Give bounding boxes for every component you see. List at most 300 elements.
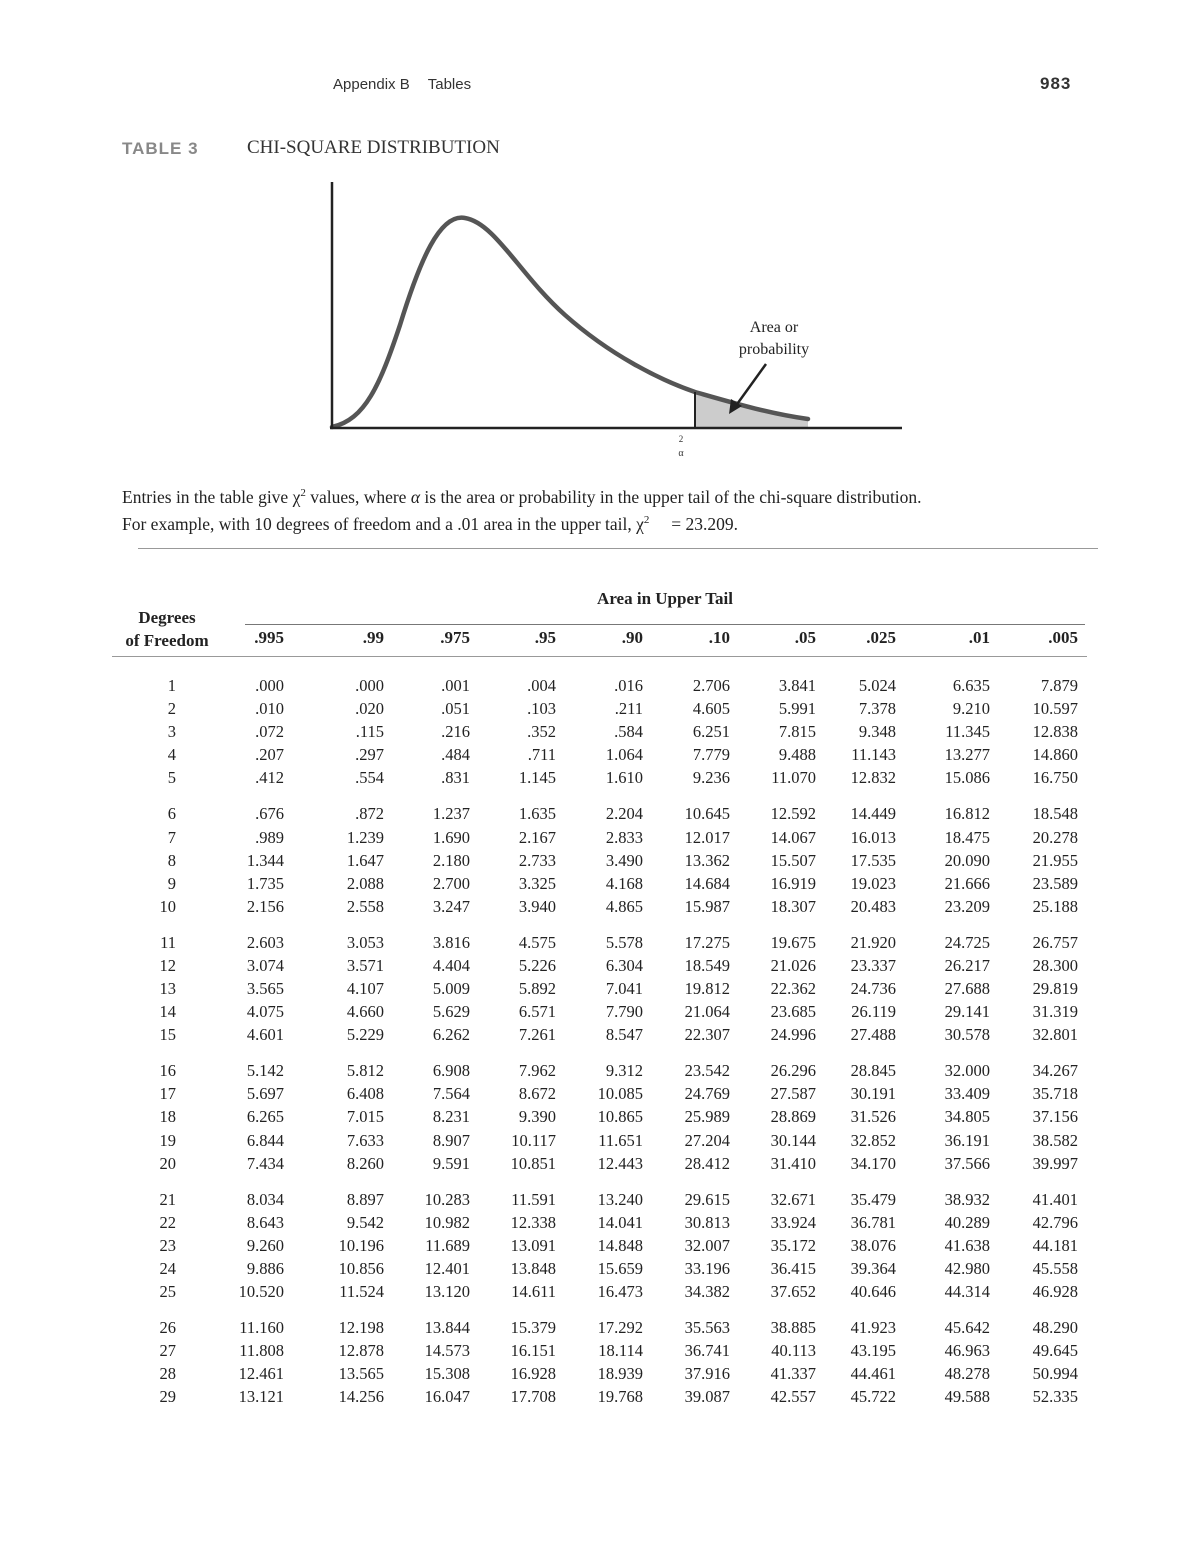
- chi-square-value-cell: 26.757: [1032, 932, 1078, 952]
- chi-square-value-cell: 12.878: [338, 1341, 384, 1361]
- chi-square-value-cell: 20.483: [850, 896, 896, 916]
- chi-square-value-cell: 10.645: [684, 804, 730, 824]
- chi-square-value-cell: 13.362: [684, 850, 730, 870]
- chi-square-value-cell: 44.181: [1032, 1235, 1078, 1255]
- degrees-of-freedom-cell: 16: [159, 1061, 176, 1081]
- chi-square-value-cell: 16.919: [770, 873, 816, 893]
- chi-square-value-cell: 11.651: [598, 1130, 643, 1150]
- chi-square-value-cell: 34.382: [684, 1282, 730, 1301]
- chi-square-value-cell: 23.337: [850, 955, 896, 975]
- chi-square-value-cell: 41.638: [944, 1235, 990, 1255]
- chi-square-value-cell: 26.296: [770, 1061, 816, 1081]
- chi-square-value-cell: 35.563: [684, 1318, 730, 1337]
- chi-square-value-cell: 3.074: [246, 955, 284, 975]
- chi-square-value-cell: .000: [255, 676, 284, 695]
- degrees-of-freedom-cell: 25: [159, 1282, 176, 1301]
- chi-square-value-cell: 5.226: [518, 955, 556, 975]
- chi-square-value-cell: .216: [441, 722, 470, 742]
- chi-square-value-cell: 7.015: [346, 1107, 384, 1127]
- chi-square-value-cell: 35.172: [770, 1235, 816, 1255]
- chi-square-value-cell: 3.490: [605, 850, 643, 870]
- table-title: CHI-SQUARE DISTRIBUTION: [247, 137, 500, 158]
- chi-square-value-cell: 42.796: [1032, 1212, 1078, 1232]
- chi-square-value-cell: 21.064: [684, 1002, 730, 1022]
- chi-square-value-cell: .000: [355, 676, 384, 695]
- chi-square-value-cell: 28.845: [850, 1061, 896, 1081]
- chi-square-value-cell: 37.566: [944, 1153, 990, 1173]
- chi-square-value-cell: 14.611: [511, 1282, 556, 1301]
- chi-square-value-cell: 18.114: [598, 1341, 643, 1361]
- chi-square-value-cell: 9.236: [692, 768, 730, 788]
- chi-square-value-cell: 23.589: [1032, 873, 1078, 893]
- column-header: .90: [621, 628, 643, 647]
- chi-square-value-cell: 40.646: [850, 1282, 896, 1301]
- chi-square-value-cell: .872: [355, 804, 384, 824]
- chi-square-value-cell: 17.292: [597, 1318, 643, 1337]
- chi-square-value-cell: 23.542: [684, 1061, 730, 1081]
- chi-square-value-cell: 7.434: [246, 1153, 284, 1173]
- chi-square-value-cell: 2.167: [518, 827, 556, 847]
- chi-square-value-cell: 7.564: [432, 1084, 470, 1104]
- chi-square-value-cell: 2.833: [605, 827, 643, 847]
- chi-square-value-cell: 4.575: [518, 932, 556, 952]
- chi-square-value-cell: 41.337: [770, 1364, 816, 1384]
- chi-square-value-cell: .004: [527, 676, 556, 695]
- chi-square-value-cell: .412: [255, 768, 284, 788]
- chi-square-value-cell: 5.629: [432, 1002, 470, 1022]
- chi-square-value-cell: 30.578: [944, 1025, 990, 1045]
- chi-square-value-cell: 10.856: [338, 1258, 384, 1278]
- chi-square-value-cell: 5.142: [246, 1061, 284, 1081]
- chi-square-value-cell: 32.801: [1032, 1025, 1078, 1045]
- chi-square-value-cell: 40.289: [944, 1212, 990, 1232]
- chi-square-value-cell: .103: [527, 699, 556, 719]
- chi-square-value-cell: 10.117: [511, 1130, 556, 1150]
- chi-square-value-cell: 1.239: [346, 827, 384, 847]
- chi-square-value-cell: 40.113: [771, 1341, 816, 1361]
- chi-square-value-cell: 23.685: [770, 1002, 816, 1022]
- chi-square-value-cell: 11.070: [771, 768, 816, 788]
- chi-square-value-cell: .584: [614, 722, 643, 742]
- degrees-of-freedom-cell: 20: [159, 1153, 176, 1173]
- callout-line-1: Area or: [749, 319, 799, 336]
- chi-square-value-cell: 9.390: [518, 1107, 556, 1127]
- chi-square-value-cell: 44.314: [944, 1282, 990, 1301]
- chi-square-value-cell: 19.768: [597, 1387, 643, 1407]
- chi-square-value-cell: 1.690: [432, 827, 470, 847]
- chi-square-value-cell: 9.488: [778, 745, 816, 765]
- chi-square-value-cell: 14.848: [597, 1235, 643, 1255]
- column-header: .025: [866, 628, 896, 647]
- chi-square-value-cell: 2.088: [346, 873, 384, 893]
- chi-square-value-cell: 11.524: [339, 1282, 384, 1301]
- chi-square-value-cell: 32.007: [684, 1235, 730, 1255]
- chi-square-value-cell: 48.278: [944, 1364, 990, 1384]
- chi-square-value-cell: .554: [355, 768, 384, 788]
- chi-square-value-cell: 4.404: [432, 955, 470, 975]
- chi-square-value-cell: 8.034: [246, 1189, 284, 1209]
- chi-square-value-cell: 13.848: [510, 1258, 556, 1278]
- degrees-of-freedom-cell: 26: [159, 1318, 176, 1337]
- degrees-of-freedom-cell: 13: [159, 979, 176, 998]
- chi-square-value-cell: 27.204: [684, 1130, 730, 1150]
- chi-square-value-cell: 21.026: [770, 955, 816, 975]
- chi-square-value-cell: 2.180: [432, 850, 470, 870]
- chi-square-value-cell: 2.706: [692, 676, 730, 695]
- chi-square-value-cell: 6.304: [605, 955, 643, 975]
- chi-square-value-cell: 11.808: [239, 1341, 284, 1361]
- chi-square-value-cell: 10.597: [1032, 699, 1078, 719]
- chi-square-value-cell: .072: [255, 722, 284, 742]
- chi-square-value-cell: 17.708: [510, 1387, 556, 1407]
- chi-square-value-cell: 5.578: [605, 932, 643, 952]
- chi-square-value-cell: 3.247: [432, 896, 470, 916]
- chi-square-value-cell: 13.277: [944, 745, 990, 765]
- chi-square-value-cell: 26.119: [851, 1002, 896, 1022]
- chi-square-value-cell: 33.924: [770, 1212, 816, 1232]
- chi-square-value-cell: 3.571: [346, 955, 384, 975]
- chi-square-value-cell: 7.041: [605, 979, 643, 998]
- column-header: .95: [534, 628, 556, 647]
- chi-square-value-cell: .352: [527, 722, 556, 742]
- chi-square-value-cell: .711: [527, 745, 556, 765]
- chi-square-value-cell: 24.736: [850, 979, 896, 998]
- chi-square-value-cell: 13.120: [424, 1282, 470, 1301]
- chi-square-value-cell: 37.156: [1032, 1107, 1078, 1127]
- page-number: 983: [1040, 74, 1072, 93]
- chi-square-value-cell: 1.735: [246, 873, 284, 893]
- chi-square-value-cell: 20.278: [1032, 827, 1078, 847]
- chi-square-value-cell: 21.666: [944, 873, 990, 893]
- running-head-appendix: Appendix B: [333, 76, 410, 93]
- chi-square-value-cell: 44.461: [850, 1364, 896, 1384]
- chi-square-value-cell: 12.832: [850, 768, 896, 788]
- chi-square-value-cell: .020: [355, 699, 384, 719]
- column-header: .975: [440, 628, 470, 647]
- chi-square-value-cell: 7.962: [518, 1061, 556, 1081]
- chi-square-value-cell: 4.107: [346, 979, 384, 998]
- degrees-of-freedom-cell: 7: [167, 827, 176, 847]
- chi-square-value-cell: 29.615: [684, 1189, 730, 1209]
- chi-square-value-cell: .676: [255, 804, 284, 824]
- chi-square-value-cell: 2.603: [246, 932, 284, 952]
- chi-square-value-cell: 50.994: [1032, 1364, 1078, 1384]
- chi-square-value-cell: 14.449: [850, 804, 896, 824]
- chi-square-value-cell: 13.121: [238, 1387, 284, 1407]
- chi-square-value-cell: 5.024: [858, 676, 896, 695]
- chi-square-value-cell: .001: [441, 676, 470, 695]
- critical-value-alpha: α: [678, 448, 684, 459]
- degrees-of-freedom-cell: 15: [159, 1025, 176, 1045]
- chi-square-value-cell: 10.283: [424, 1189, 470, 1209]
- chi-square-value-cell: 28.300: [1032, 955, 1078, 975]
- chi-square-value-cell: 10.196: [338, 1235, 384, 1255]
- chi-square-value-cell: 24.769: [684, 1084, 730, 1104]
- chi-square-value-cell: 3.940: [518, 896, 556, 916]
- column-header: .005: [1048, 628, 1078, 647]
- degrees-of-freedom-cell: 28: [159, 1364, 176, 1384]
- chi-square-value-cell: 1.064: [605, 745, 643, 765]
- chi-square-value-cell: 32.852: [850, 1130, 896, 1150]
- chi-square-value-cell: 18.307: [770, 896, 816, 916]
- degrees-of-freedom-cell: 22: [159, 1212, 176, 1232]
- degrees-of-freedom-cell: 5: [167, 768, 176, 788]
- chi-square-value-cell: 16.812: [944, 804, 990, 824]
- chi-square-value-cell: 38.582: [1032, 1130, 1078, 1150]
- chi-square-value-cell: 23.209: [944, 896, 990, 916]
- chi-square-value-cell: 36.741: [684, 1341, 730, 1361]
- chi-square-value-cell: 38.932: [944, 1189, 990, 1209]
- chi-square-value-cell: 52.335: [1032, 1387, 1078, 1407]
- chi-square-value-cell: 5.812: [346, 1061, 384, 1081]
- degrees-of-freedom-cell: 14: [159, 1002, 176, 1022]
- chi-square-value-cell: 3.325: [518, 873, 556, 893]
- chi-square-value-cell: 41.401: [1032, 1189, 1078, 1209]
- chi-square-value-cell: 12.592: [770, 804, 816, 824]
- chi-square-value-cell: 6.262: [432, 1025, 470, 1045]
- degrees-of-freedom-header: Degrees of Freedom: [125, 608, 209, 650]
- chi-square-value-cell: 45.558: [1032, 1258, 1078, 1278]
- degrees-of-freedom-cell: 23: [159, 1235, 176, 1255]
- chi-square-value-cell: 29.819: [1032, 979, 1078, 998]
- chi-square-value-cell: 9.312: [605, 1061, 643, 1081]
- chi-square-value-cell: 13.844: [424, 1318, 470, 1337]
- degrees-of-freedom-cell: 1: [167, 676, 176, 695]
- chi-square-value-cell: 7.633: [346, 1130, 384, 1150]
- chi-square-value-cell: 38.076: [850, 1235, 896, 1255]
- chi-square-value-cell: 17.535: [850, 850, 896, 870]
- chi-square-value-cell: 14.041: [597, 1212, 643, 1232]
- chi-square-value-cell: 49.645: [1032, 1341, 1078, 1361]
- chi-square-value-cell: 7.879: [1040, 676, 1078, 695]
- chi-square-value-cell: 30.813: [684, 1212, 730, 1232]
- running-head-section: Tables: [427, 76, 472, 93]
- chi-square-value-cell: 1.344: [246, 850, 284, 870]
- chi-square-value-cell: 31.410: [770, 1153, 816, 1173]
- degrees-of-freedom-cell: 12: [159, 955, 176, 975]
- chi-square-value-cell: 9.542: [346, 1212, 384, 1232]
- chi-square-value-cell: 32.000: [944, 1061, 990, 1081]
- degrees-of-freedom-cell: 3: [167, 722, 176, 742]
- chi-square-value-cell: .051: [441, 699, 470, 719]
- chi-square-value-cell: 18.549: [684, 955, 730, 975]
- chi-square-value-cell: 28.412: [684, 1153, 730, 1173]
- chi-square-value-cell: 1.635: [518, 804, 556, 824]
- degrees-of-freedom-cell: 27: [159, 1341, 176, 1361]
- chi-square-value-cell: 9.886: [246, 1258, 284, 1278]
- chi-square-value-cell: 2.733: [518, 850, 556, 870]
- degrees-of-freedom-cell: 29: [159, 1387, 176, 1407]
- chi-square-value-cell: 4.075: [246, 1002, 284, 1022]
- critical-value-superscript: 2: [678, 434, 684, 444]
- chi-square-value-cell: 36.781: [850, 1212, 896, 1232]
- chi-square-value-cell: 41.923: [850, 1318, 896, 1337]
- chi-square-value-cell: 37.916: [684, 1364, 730, 1384]
- chi-square-value-cell: 8.547: [605, 1025, 643, 1045]
- chi-square-value-cell: 11.591: [511, 1189, 556, 1209]
- chi-square-value-cell: 11.160: [239, 1318, 284, 1337]
- chi-square-value-cell: 35.479: [850, 1189, 896, 1209]
- column-header: .10: [708, 628, 730, 647]
- chi-square-value-cell: 18.475: [944, 827, 990, 847]
- chi-square-value-cell: 7.378: [858, 699, 896, 719]
- chi-square-value-cell: 38.885: [770, 1318, 816, 1337]
- chi-square-value-cell: 8.907: [432, 1130, 470, 1150]
- chi-square-value-cell: 13.565: [338, 1364, 384, 1384]
- chi-square-value-cell: 6.571: [518, 1002, 556, 1022]
- chi-square-value-cell: 2.558: [346, 896, 384, 916]
- chi-square-value-cell: 27.488: [850, 1025, 896, 1045]
- chi-square-value-cell: 1.145: [518, 768, 556, 788]
- chi-square-value-cell: 42.980: [944, 1258, 990, 1278]
- chi-square-value-cell: 11.345: [945, 722, 990, 742]
- chi-square-value-cell: 3.841: [778, 676, 816, 695]
- callout-line-2: probability: [738, 341, 810, 358]
- chi-square-value-cell: 4.865: [605, 896, 643, 916]
- chi-square-value-cell: 46.928: [1032, 1282, 1078, 1301]
- chi-square-value-cell: .989: [255, 827, 284, 847]
- chi-square-value-cell: 7.815: [778, 722, 816, 742]
- column-header: .01: [968, 628, 990, 647]
- chi-square-value-cell: 12.838: [1032, 722, 1078, 742]
- chi-square-value-cell: 16.928: [510, 1364, 556, 1384]
- chi-square-value-cell: 39.364: [850, 1258, 896, 1278]
- chi-square-value-cell: 10.982: [424, 1212, 470, 1232]
- chi-square-value-cell: 18.939: [597, 1364, 643, 1384]
- chi-square-value-cell: 10.085: [597, 1084, 643, 1104]
- chi-square-value-cell: 31.319: [1032, 1002, 1078, 1022]
- chi-square-value-cell: 14.684: [684, 873, 730, 893]
- chi-square-value-cell: 3.565: [246, 979, 284, 998]
- chi-square-value-cell: 48.290: [1032, 1318, 1078, 1337]
- chi-square-value-cell: 45.642: [944, 1318, 990, 1337]
- chi-square-value-cell: .211: [614, 699, 643, 719]
- chi-square-value-cell: 15.659: [597, 1258, 643, 1278]
- degrees-of-freedom-cell: 4: [167, 745, 176, 765]
- chi-square-value-cell: 13.091: [510, 1235, 556, 1255]
- chi-square-value-cell: 8.231: [432, 1107, 470, 1127]
- degrees-of-freedom-cell: 24: [159, 1258, 176, 1278]
- chi-square-value-cell: 14.067: [770, 827, 816, 847]
- column-header: .05: [794, 628, 816, 647]
- chi-square-value-cell: 13.240: [597, 1189, 643, 1209]
- chi-square-value-cell: 10.851: [510, 1153, 556, 1173]
- chi-square-value-cell: 12.401: [424, 1258, 470, 1278]
- chi-square-value-cell: 15.308: [424, 1364, 470, 1384]
- chi-square-value-cell: 28.869: [770, 1107, 816, 1127]
- chi-square-value-cell: 19.812: [684, 979, 730, 998]
- degrees-of-freedom-cell: 10: [159, 896, 176, 916]
- chi-square-value-cell: 15.507: [770, 850, 816, 870]
- chi-square-value-cell: 2.700: [432, 873, 470, 893]
- degrees-of-freedom-cell: 17: [159, 1084, 176, 1104]
- chi-square-value-cell: 49.588: [944, 1387, 990, 1407]
- chi-square-value-cell: 43.195: [850, 1341, 896, 1361]
- chi-square-value-cell: 12.338: [510, 1212, 556, 1232]
- chi-square-value-cell: 5.697: [246, 1084, 284, 1104]
- chi-square-value-cell: 30.191: [850, 1084, 896, 1104]
- chi-square-value-cell: 17.275: [684, 932, 730, 952]
- intro-line-1: Entries in the table give $\chi^2$ values, where α is the area or probability in the upper tail of the chi-square distribution.: [122, 487, 922, 507]
- chi-square-value-cell: .016: [614, 676, 643, 695]
- chi-square-value-cell: 36.415: [770, 1258, 816, 1278]
- chi-square-value-cell: 25.989: [684, 1107, 730, 1127]
- chi-square-value-cell: 5.009: [432, 979, 470, 998]
- chi-square-value-cell: 4.168: [605, 873, 643, 893]
- chi-square-value-cell: 16.750: [1032, 768, 1078, 788]
- chi-square-value-cell: 8.643: [246, 1212, 284, 1232]
- chi-square-value-cell: 2.156: [246, 896, 284, 916]
- chi-square-value-cell: 15.379: [510, 1318, 556, 1337]
- chi-square-value-cell: 14.256: [338, 1387, 384, 1407]
- chi-square-value-cell: 34.170: [850, 1153, 896, 1173]
- chi-square-value-cell: 22.362: [770, 979, 816, 998]
- chi-square-value-cell: 22.307: [684, 1025, 730, 1045]
- chi-square-value-cell: 15.987: [684, 896, 730, 916]
- chi-square-value-cell: 2.204: [605, 804, 643, 824]
- chi-square-value-cell: 35.718: [1032, 1084, 1078, 1104]
- degrees-of-freedom-cell: 18: [159, 1107, 176, 1127]
- chi-square-value-cell: 10.520: [238, 1282, 284, 1301]
- chi-square-value-cell: 8.672: [518, 1084, 556, 1104]
- chi-square-value-cell: 21.955: [1032, 850, 1078, 870]
- chi-square-value-cell: .484: [441, 745, 470, 765]
- chi-square-value-cell: 7.790: [605, 1002, 643, 1022]
- chi-square-value-cell: 27.587: [770, 1084, 816, 1104]
- chi-square-value-cell: 30.144: [770, 1130, 816, 1150]
- chi-square-value-cell: 3.816: [432, 932, 470, 952]
- chi-square-value-cell: 6.908: [432, 1061, 470, 1081]
- chi-square-value-cell: 12.461: [238, 1364, 284, 1384]
- chi-square-value-cell: 16.013: [850, 827, 896, 847]
- chi-square-value-cell: 16.151: [510, 1341, 556, 1361]
- chi-square-value-cell: 5.892: [518, 979, 556, 998]
- chi-square-value-cell: 9.260: [246, 1235, 284, 1255]
- chi-square-value-cell: 6.408: [346, 1084, 384, 1104]
- chi-square-value-cell: .207: [255, 745, 284, 765]
- table-label: TABLE 3: [122, 139, 199, 158]
- chi-square-value-cell: 29.141: [944, 1002, 990, 1022]
- chi-square-value-cell: 34.805: [944, 1107, 990, 1127]
- chi-square-value-cell: 46.963: [944, 1341, 990, 1361]
- chi-square-value-cell: 9.591: [432, 1153, 470, 1173]
- chi-square-value-cell: 20.090: [944, 850, 990, 870]
- chi-square-value-cell: 1.647: [346, 850, 384, 870]
- column-header: .99: [362, 628, 384, 647]
- chi-square-value-cell: .831: [441, 768, 470, 788]
- chi-square-value-cell: .297: [355, 745, 384, 765]
- chi-square-value-cell: .010: [255, 699, 284, 719]
- chi-square-value-cell: 18.548: [1032, 804, 1078, 824]
- chi-square-value-cell: 21.920: [850, 932, 896, 952]
- chi-square-value-cell: 24.996: [770, 1025, 816, 1045]
- chi-square-value-cell: 31.526: [850, 1107, 896, 1127]
- chi-square-value-cell: 39.997: [1032, 1153, 1078, 1173]
- chi-square-value-cell: 5.229: [346, 1025, 384, 1045]
- chi-square-value-cell: 19.675: [770, 932, 816, 952]
- chi-square-value-cell: 5.991: [778, 699, 816, 719]
- chi-square-value-cell: 19.023: [850, 873, 896, 893]
- degrees-of-freedom-cell: 6: [167, 804, 176, 824]
- chi-square-value-cell: 33.196: [684, 1258, 730, 1278]
- chi-square-value-cell: 26.217: [944, 955, 990, 975]
- degrees-of-freedom-cell: 8: [167, 850, 176, 870]
- chi-square-value-cell: 8.260: [346, 1153, 384, 1173]
- chi-square-value-cell: 45.722: [850, 1387, 896, 1407]
- chi-square-value-cell: 16.473: [597, 1282, 643, 1301]
- chi-square-value-cell: 10.865: [597, 1107, 643, 1127]
- chi-square-value-cell: 12.198: [338, 1318, 384, 1337]
